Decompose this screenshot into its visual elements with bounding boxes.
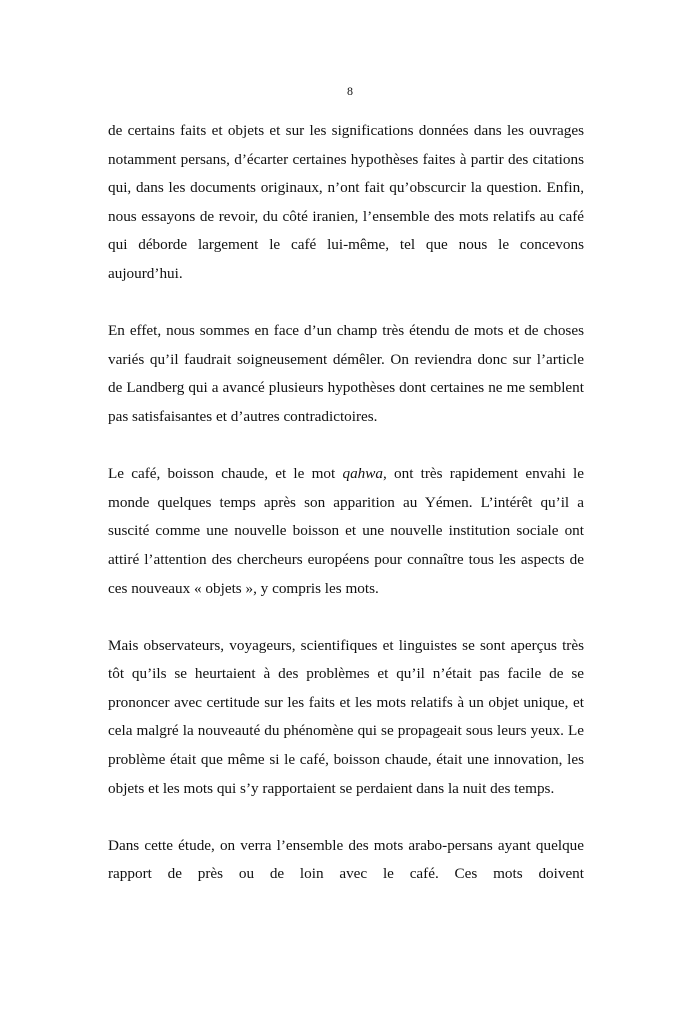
paragraph-3-start: Le café, boisson chaude, et le mot <box>108 465 343 483</box>
paragraph-1: de certains faits et objets et sur les significations données dans les ouvrages notamment persans, d’écarter certaines hypothèses faites à partir des citations qui, dans les documents originaux, n’ont fait qu’obscurcir la question. Enfin, nous essayons de revoir, du côté iranien, l’ensemble des mots relatifs au café qui déborde largement le café lui-même, tel que nous le concevons aujourd’hui. <box>108 122 584 282</box>
paragraph-3-end: , ont très rapidement envahi le monde quelques temps après son apparition au Yémen. L’intérêt qu’il a suscité comme une nouvelle boisson et une nouvelle institution sociale ont attiré l’attention des chercheurs européens pour connaître tous les aspects de ces nouveaux « objets », y compris les mots. <box>108 465 585 597</box>
paragraph-4: Mais observateurs, voyageurs, scientifiques et linguistes se sont aperçus très tôt qu’ils se heurtaient à des problèmes et qu’il n’était pas facile de se prononcer avec certitude sur les faits et les mots relatifs à un objet unique, et cela malgré la nouveauté du phénomène qui se propageait sous leurs yeux. Le problème était que même si le café, boisson chaude, était une innovation, les objets et les mots qui s’y rapportaient se perdaient dans la nuit des temps. <box>108 636 584 797</box>
paragraph-2: En effet, nous sommes en face d’un champ très étendu de mots et de choses variés qu’il faudrait soigneusement démêler. On reviendra donc sur l’article de Landberg qui a avancé plusieurs hypothèses dont certaines ne me semblent pas satisfaisantes et d’autres contradictoires. <box>108 322 584 425</box>
paragraph-5: Dans cette étude, on verra l’ensemble des mots arabo-persans ayant quelque rapport de près ou de loin avec le café. Ces mots doivent <box>108 836 584 883</box>
page-number: 8 <box>347 84 353 98</box>
term-qahwa: qahwa <box>342 465 383 483</box>
paragraph-3 <box>108 460 584 603</box>
body-text <box>108 117 584 889</box>
